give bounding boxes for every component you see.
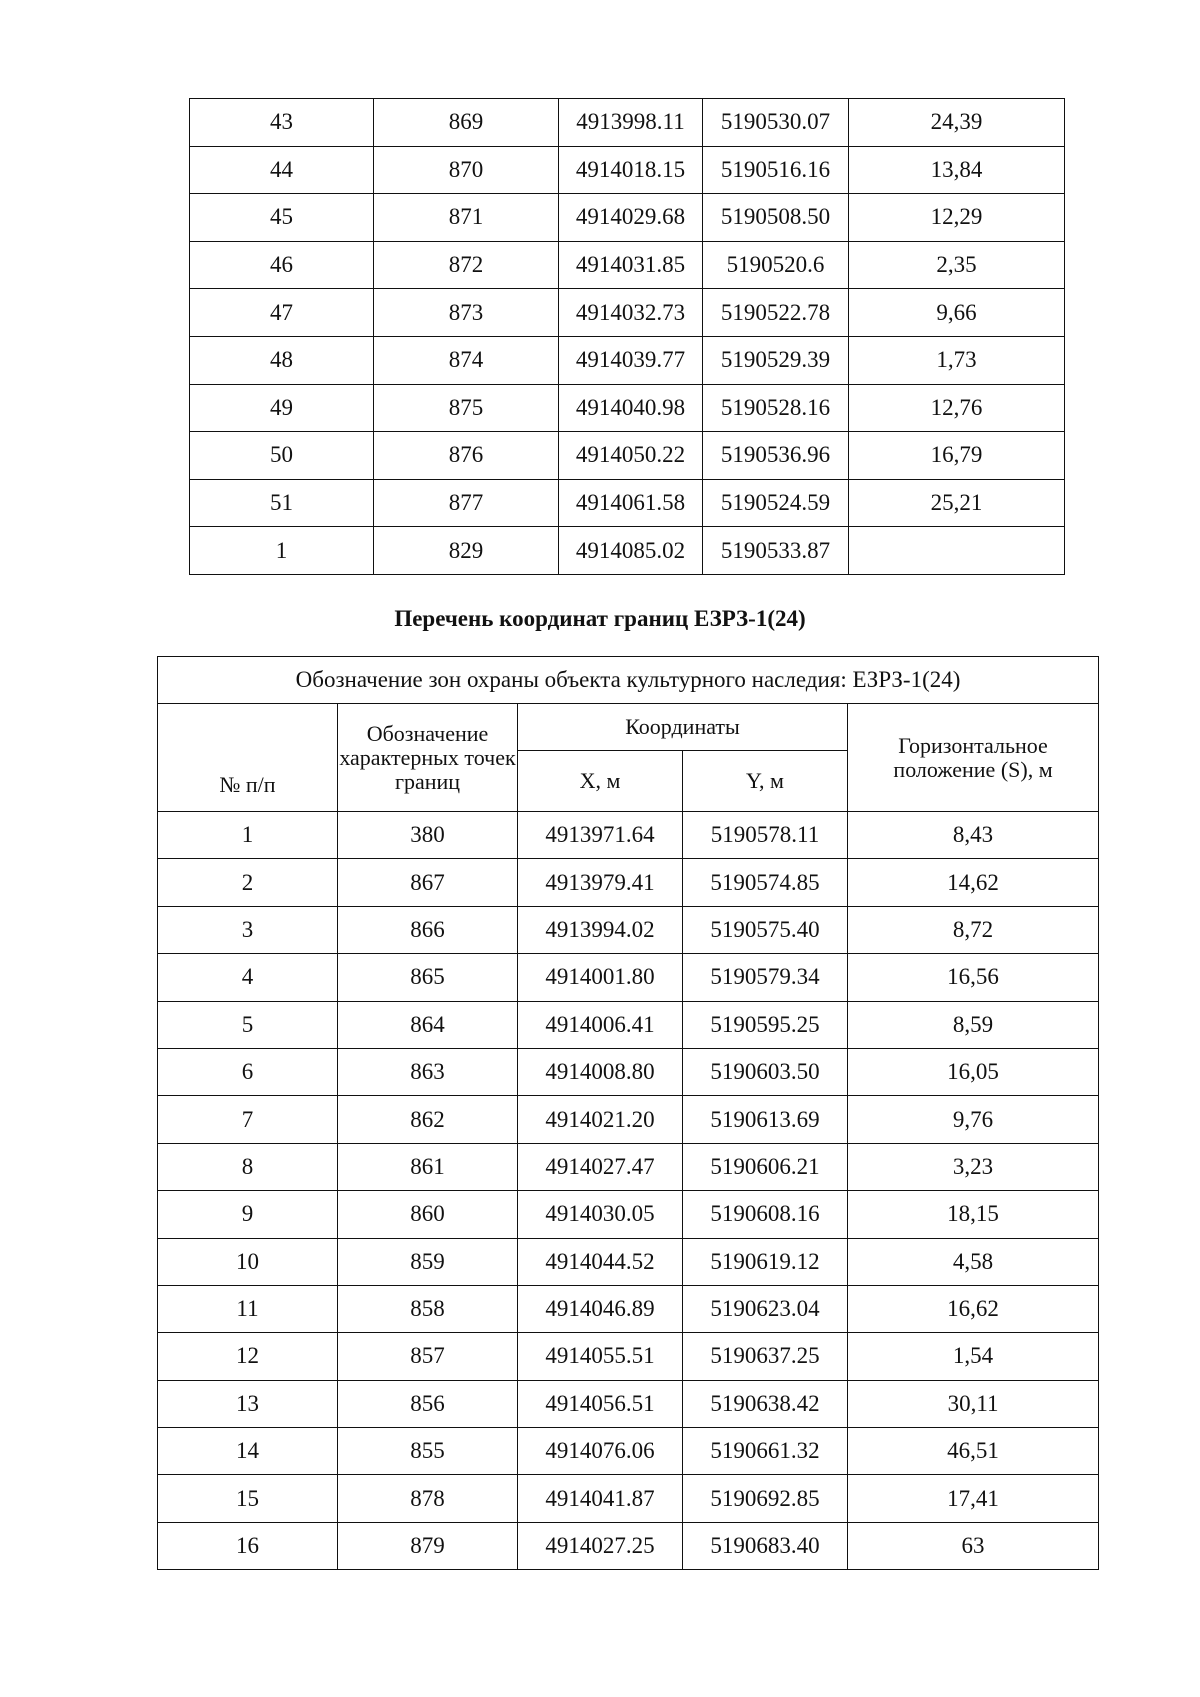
point-id-cell: 857 bbox=[338, 1333, 518, 1380]
y-coordinate-cell: 5190575.40 bbox=[683, 906, 848, 953]
row-number-cell: 7 bbox=[158, 1096, 338, 1143]
x-coordinate-cell: 4914061.58 bbox=[559, 479, 703, 527]
distance-cell: 9,66 bbox=[849, 289, 1065, 337]
x-coordinate-cell: 4914044.52 bbox=[518, 1238, 683, 1285]
point-id-cell: 859 bbox=[338, 1238, 518, 1285]
header-coordinates: Координаты bbox=[518, 704, 848, 751]
row-number-cell: 8 bbox=[158, 1143, 338, 1190]
point-id-cell: 872 bbox=[374, 241, 559, 289]
table-row bbox=[158, 1191, 1099, 1238]
distance-cell: 63 bbox=[848, 1522, 1099, 1569]
table-row bbox=[190, 99, 1065, 147]
point-id-cell: 858 bbox=[338, 1285, 518, 1332]
row-number-cell: 12 bbox=[158, 1333, 338, 1380]
y-coordinate-cell: 5190530.07 bbox=[703, 99, 849, 147]
y-coordinate-cell: 5190528.16 bbox=[703, 384, 849, 432]
x-coordinate-cell: 4914055.51 bbox=[518, 1333, 683, 1380]
point-id-cell: 870 bbox=[374, 146, 559, 194]
table-row bbox=[190, 432, 1065, 480]
x-coordinate-cell: 4914029.68 bbox=[559, 194, 703, 242]
y-coordinate-cell: 5190595.25 bbox=[683, 1001, 848, 1048]
x-coordinate-cell: 4913979.41 bbox=[518, 859, 683, 906]
row-number-cell: 45 bbox=[190, 194, 374, 242]
table-row bbox=[190, 336, 1065, 384]
row-number-cell: 4 bbox=[158, 954, 338, 1001]
row-number-cell: 51 bbox=[190, 479, 374, 527]
row-number-cell: 11 bbox=[158, 1285, 338, 1332]
row-number-cell: 3 bbox=[158, 906, 338, 953]
distance-cell: 8,43 bbox=[848, 812, 1099, 859]
x-coordinate-cell: 4913971.64 bbox=[518, 812, 683, 859]
distance-cell: 16,79 bbox=[849, 432, 1065, 480]
point-id-cell: 874 bbox=[374, 336, 559, 384]
x-coordinate-cell: 4913994.02 bbox=[518, 906, 683, 953]
y-coordinate-cell: 5190508.50 bbox=[703, 194, 849, 242]
distance-cell: 46,51 bbox=[848, 1428, 1099, 1475]
table-row bbox=[158, 1522, 1099, 1569]
x-coordinate-cell: 4914041.87 bbox=[518, 1475, 683, 1522]
header-y: Y, м bbox=[683, 751, 848, 812]
distance-cell: 4,58 bbox=[848, 1238, 1099, 1285]
point-id-cell: 855 bbox=[338, 1428, 518, 1475]
row-number-cell: 16 bbox=[158, 1522, 338, 1569]
distance-cell: 18,15 bbox=[848, 1191, 1099, 1238]
y-coordinate-cell: 5190579.34 bbox=[683, 954, 848, 1001]
table-row bbox=[158, 906, 1099, 953]
distance-cell: 16,56 bbox=[848, 954, 1099, 1001]
y-coordinate-cell: 5190536.96 bbox=[703, 432, 849, 480]
table-row bbox=[158, 1333, 1099, 1380]
point-id-cell: 863 bbox=[338, 1048, 518, 1095]
table-row bbox=[158, 1238, 1099, 1285]
x-coordinate-cell: 4914027.25 bbox=[518, 1522, 683, 1569]
table-row bbox=[158, 812, 1099, 859]
x-coordinate-cell: 4914031.85 bbox=[559, 241, 703, 289]
point-id-cell: 856 bbox=[338, 1380, 518, 1427]
row-number-cell: 1 bbox=[158, 812, 338, 859]
table-row bbox=[158, 1380, 1099, 1427]
distance-cell: 24,39 bbox=[849, 99, 1065, 147]
x-coordinate-cell: 4914056.51 bbox=[518, 1380, 683, 1427]
y-coordinate-cell: 5190637.25 bbox=[683, 1333, 848, 1380]
y-coordinate-cell: 5190574.85 bbox=[683, 859, 848, 906]
x-coordinate-cell: 4914040.98 bbox=[559, 384, 703, 432]
distance-cell: 9,76 bbox=[848, 1096, 1099, 1143]
row-number-cell: 48 bbox=[190, 336, 374, 384]
header-number: № п/п bbox=[158, 704, 338, 812]
distance-cell: 30,11 bbox=[848, 1380, 1099, 1427]
y-coordinate-cell: 5190606.21 bbox=[683, 1143, 848, 1190]
table-row bbox=[190, 289, 1065, 337]
x-coordinate-cell: 4914030.05 bbox=[518, 1191, 683, 1238]
point-id-cell: 871 bbox=[374, 194, 559, 242]
table-header bbox=[158, 657, 1099, 812]
x-coordinate-cell: 4913998.11 bbox=[559, 99, 703, 147]
y-coordinate-cell: 5190520.6 bbox=[703, 241, 849, 289]
y-coordinate-cell: 5190522.78 bbox=[703, 289, 849, 337]
distance-cell: 16,62 bbox=[848, 1285, 1099, 1332]
coordinates-table-body bbox=[158, 812, 1099, 1570]
x-coordinate-cell: 4914006.41 bbox=[518, 1001, 683, 1048]
header-x: X, м bbox=[518, 751, 683, 812]
point-id-cell: 875 bbox=[374, 384, 559, 432]
header-boundary-points: Обозначение характерных точек границ bbox=[338, 704, 518, 812]
point-id-cell: 873 bbox=[374, 289, 559, 337]
y-coordinate-cell: 5190603.50 bbox=[683, 1048, 848, 1095]
row-number-cell: 10 bbox=[158, 1238, 338, 1285]
table-row bbox=[190, 479, 1065, 527]
x-coordinate-cell: 4914021.20 bbox=[518, 1096, 683, 1143]
y-coordinate-cell: 5190619.12 bbox=[683, 1238, 848, 1285]
x-coordinate-cell: 4914001.80 bbox=[518, 954, 683, 1001]
table-row bbox=[158, 1285, 1099, 1332]
distance-cell: 14,62 bbox=[848, 859, 1099, 906]
point-id-cell: 867 bbox=[338, 859, 518, 906]
distance-cell: 17,41 bbox=[848, 1475, 1099, 1522]
table-row bbox=[190, 527, 1065, 575]
coordinates-table-continued-body bbox=[190, 99, 1065, 575]
table-row bbox=[158, 1096, 1099, 1143]
y-coordinate-cell: 5190613.69 bbox=[683, 1096, 848, 1143]
point-id-cell: 877 bbox=[374, 479, 559, 527]
point-id-cell: 860 bbox=[338, 1191, 518, 1238]
row-number-cell: 9 bbox=[158, 1191, 338, 1238]
table-row bbox=[190, 241, 1065, 289]
y-coordinate-cell: 5190608.16 bbox=[683, 1191, 848, 1238]
table-row bbox=[158, 1475, 1099, 1522]
row-number-cell: 2 bbox=[158, 859, 338, 906]
y-coordinate-cell: 5190623.04 bbox=[683, 1285, 848, 1332]
table-row bbox=[158, 1001, 1099, 1048]
table-row bbox=[158, 1048, 1099, 1095]
point-id-cell: 865 bbox=[338, 954, 518, 1001]
row-number-cell: 47 bbox=[190, 289, 374, 337]
distance-cell: 2,35 bbox=[849, 241, 1065, 289]
row-number-cell: 15 bbox=[158, 1475, 338, 1522]
distance-cell: 8,72 bbox=[848, 906, 1099, 953]
point-id-cell: 864 bbox=[338, 1001, 518, 1048]
distance-cell: 16,05 bbox=[848, 1048, 1099, 1095]
x-coordinate-cell: 4914085.02 bbox=[559, 527, 703, 575]
row-number-cell: 43 bbox=[190, 99, 374, 147]
y-coordinate-cell: 5190533.87 bbox=[703, 527, 849, 575]
section-title: Перечень координат границ ЕЗРЗ-1(24) bbox=[394, 606, 806, 631]
x-coordinate-cell: 4914027.47 bbox=[518, 1143, 683, 1190]
point-id-cell: 861 bbox=[338, 1143, 518, 1190]
point-id-cell: 869 bbox=[374, 99, 559, 147]
row-number-cell: 44 bbox=[190, 146, 374, 194]
row-number-cell: 14 bbox=[158, 1428, 338, 1475]
point-id-cell: 829 bbox=[374, 527, 559, 575]
y-coordinate-cell: 5190578.11 bbox=[683, 812, 848, 859]
zone-designation-cell: Обозначение зон охраны объекта культурного наследия: ЕЗРЗ-1(24) bbox=[158, 657, 1099, 704]
table-row bbox=[190, 384, 1065, 432]
distance-cell: 1,73 bbox=[849, 336, 1065, 384]
x-coordinate-cell: 4914008.80 bbox=[518, 1048, 683, 1095]
table-row bbox=[190, 146, 1065, 194]
x-coordinate-cell: 4914032.73 bbox=[559, 289, 703, 337]
distance-cell: 25,21 bbox=[849, 479, 1065, 527]
y-coordinate-cell: 5190661.32 bbox=[683, 1428, 848, 1475]
distance-cell: 3,23 bbox=[848, 1143, 1099, 1190]
distance-cell: 8,59 bbox=[848, 1001, 1099, 1048]
row-number-cell: 5 bbox=[158, 1001, 338, 1048]
row-number-cell: 13 bbox=[158, 1380, 338, 1427]
x-coordinate-cell: 4914039.77 bbox=[559, 336, 703, 384]
header-horizontal-distance: Горизонтальное положение (S), м bbox=[848, 704, 1099, 812]
point-id-cell: 879 bbox=[338, 1522, 518, 1569]
x-coordinate-cell: 4914046.89 bbox=[518, 1285, 683, 1332]
coordinates-table-continued bbox=[189, 98, 1065, 575]
point-id-cell: 862 bbox=[338, 1096, 518, 1143]
table-row bbox=[158, 954, 1099, 1001]
distance-cell bbox=[849, 527, 1065, 575]
row-number-cell: 49 bbox=[190, 384, 374, 432]
point-id-cell: 876 bbox=[374, 432, 559, 480]
row-number-cell: 50 bbox=[190, 432, 374, 480]
table-row bbox=[158, 1143, 1099, 1190]
point-id-cell: 380 bbox=[338, 812, 518, 859]
x-coordinate-cell: 4914050.22 bbox=[559, 432, 703, 480]
y-coordinate-cell: 5190524.59 bbox=[703, 479, 849, 527]
coordinates-table-ezrz-1-24 bbox=[157, 656, 1099, 1570]
y-coordinate-cell: 5190516.16 bbox=[703, 146, 849, 194]
distance-cell: 1,54 bbox=[848, 1333, 1099, 1380]
point-id-cell: 878 bbox=[338, 1475, 518, 1522]
y-coordinate-cell: 5190529.39 bbox=[703, 336, 849, 384]
distance-cell: 12,76 bbox=[849, 384, 1065, 432]
table-row bbox=[158, 1428, 1099, 1475]
x-coordinate-cell: 4914076.06 bbox=[518, 1428, 683, 1475]
table-row bbox=[158, 859, 1099, 906]
table-row bbox=[190, 194, 1065, 242]
row-number-cell: 1 bbox=[190, 527, 374, 575]
y-coordinate-cell: 5190683.40 bbox=[683, 1522, 848, 1569]
distance-cell: 13,84 bbox=[849, 146, 1065, 194]
row-number-cell: 6 bbox=[158, 1048, 338, 1095]
point-id-cell: 866 bbox=[338, 906, 518, 953]
row-number-cell: 46 bbox=[190, 241, 374, 289]
x-coordinate-cell: 4914018.15 bbox=[559, 146, 703, 194]
y-coordinate-cell: 5190692.85 bbox=[683, 1475, 848, 1522]
y-coordinate-cell: 5190638.42 bbox=[683, 1380, 848, 1427]
distance-cell: 12,29 bbox=[849, 194, 1065, 242]
